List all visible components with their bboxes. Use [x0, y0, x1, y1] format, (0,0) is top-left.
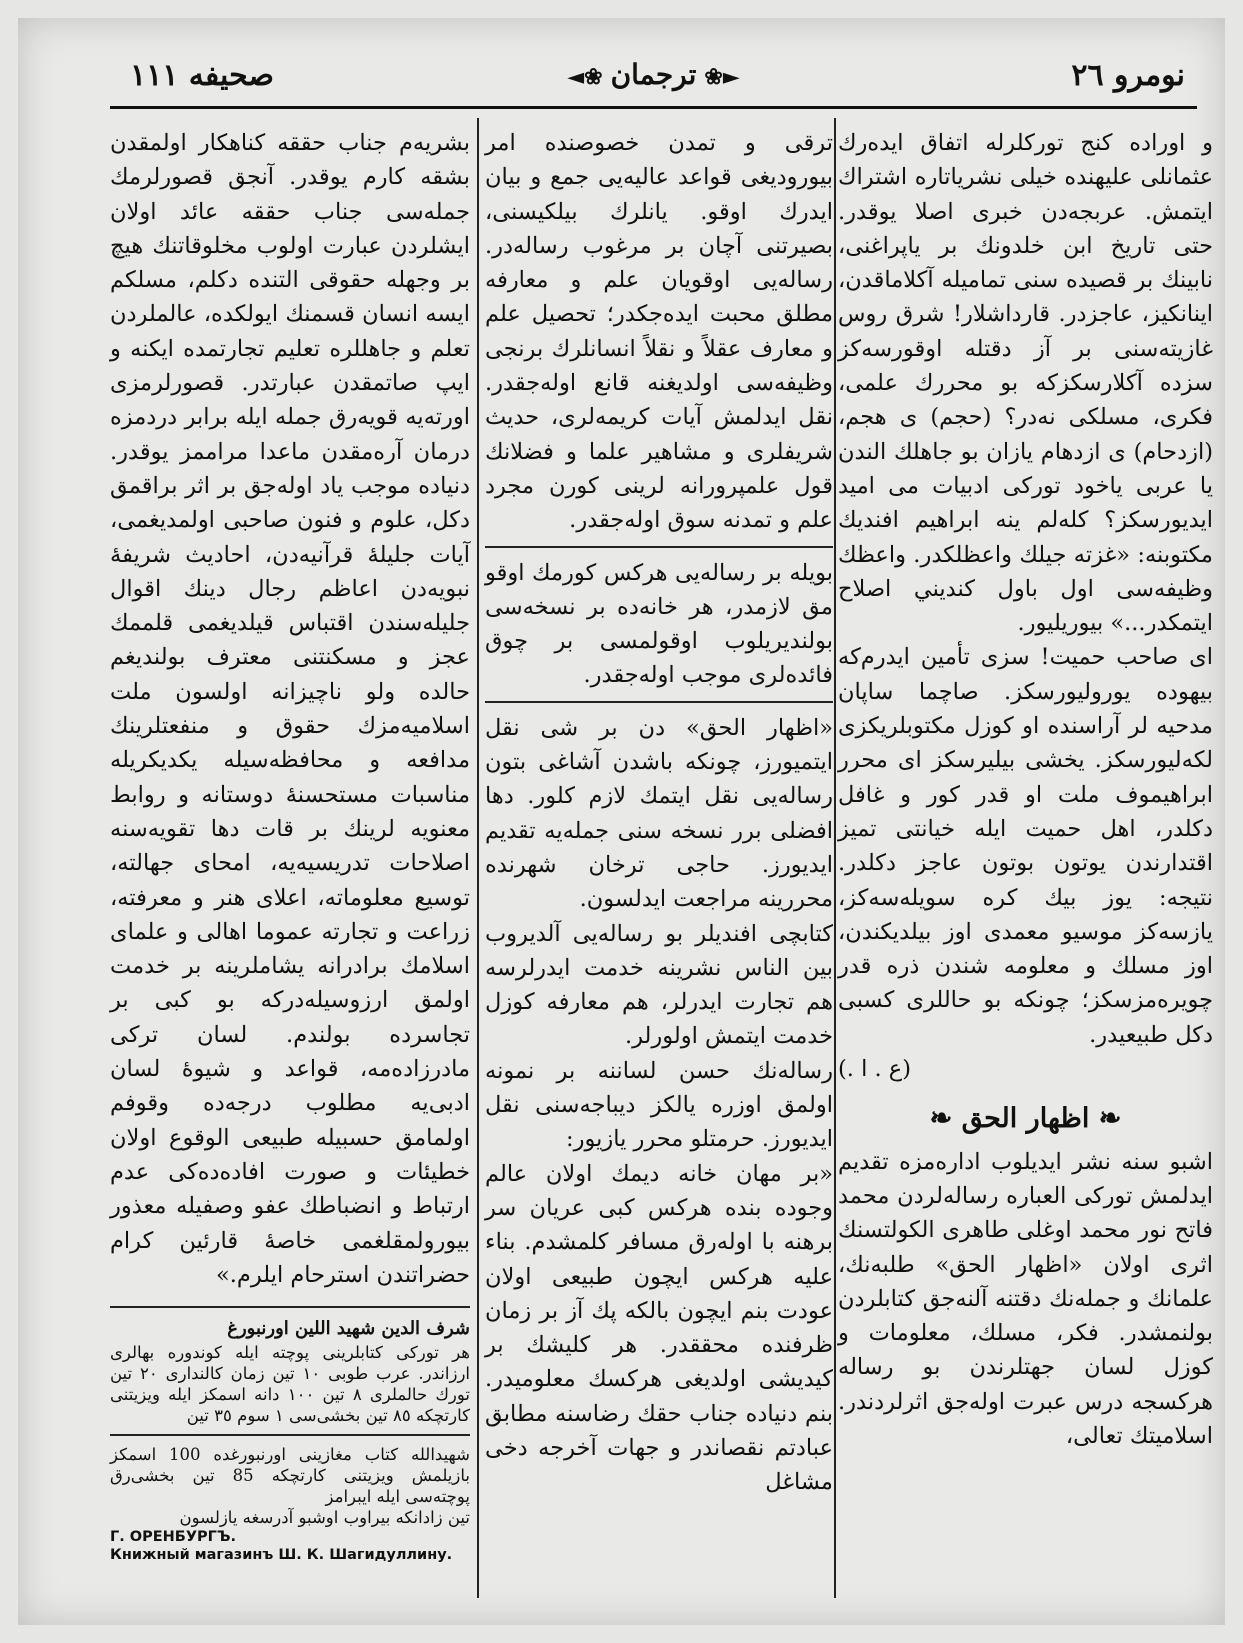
- advert-body: هر توركى كتابلرينى پوچته ايله كوندوره بهالرى ارزاندر. عرب طوبى ١٠ تين زمان كالنداری ٢٠ تين تورك حالملرى ٨ تين ١٠٠ دانه اسمكز ايله ويزيتنى كارتچكه ٨٥ تين بخشى‌سى ١ سوم ٣٥ تين: [110, 1343, 471, 1426]
- column-middle: [485, 126, 833, 1500]
- article-paragraph: اشبو سنه نشر ايديلوب اداره‌مزه تقديم ايدلمش توركى العباره رساله‌لردن محمد فاتح نور محمد اوغلى طاهرى الكولتسنك اثرى اولان «اظهار الحق» طلبه‌نك، علمانك و جمله‌نك دقتنه آلنه‌جق كتابلردن بولنمشدر. فكر، مسلك، معلومات و كوزل لسان جهتلرندن بو رساله هركسجه درس عبرت اوله‌جق اثرلردندر. اسلاميتك تعالى،: [838, 1148, 1213, 1449]
- article-signature: (ع . ا .): [838, 1056, 911, 1083]
- paragraph-divider: [485, 701, 833, 703]
- column-divider: [477, 118, 479, 1598]
- newspaper-title: [110, 58, 1197, 91]
- article-paragraph: «اظهار الحق» دن بر شى نقل ايتميورز، چونكه باشدن آشاغى بتون رساله‌يى نقل ايتمك لازم كلور. دها افضلى برر نسخه سنى جمله‌يه تقديم ايديورز. حاجى ترخان شهرنده محررينه مراجعت ايدلسون.: [485, 714, 833, 913]
- ornament-icon: ❀►: [704, 64, 740, 90]
- column-right: [838, 126, 1213, 1453]
- ornament-icon: ◄❀: [567, 64, 603, 90]
- advert-divider: [110, 1434, 470, 1436]
- article-paragraph: بويله بر رساله‌يى هركس كورمك اوقو مق لازمدر، هر خانه‌ده بر نسخه‌سى بولنديريلوب اوقولمسى بر چوق فائده‌لرى موجب اوله‌جقدر.: [485, 559, 833, 689]
- page-header: [110, 56, 1197, 109]
- column-left: [110, 126, 470, 1564]
- column-divider: [834, 118, 836, 1598]
- masthead: ترجمان: [610, 58, 697, 91]
- advert-stamp-line: تين زادانكە بيراوب اوشبو آدرسغه يازلسون: [179, 1508, 470, 1528]
- article-paragraph: كتابچى افنديلر بو رساله‌يى آلديروب بين الناس نشرينه خدمت ايدرلرسه هم تجارت ايدرلر، هم معارفه كوزل خدمت ايتمش اولورلر.: [485, 920, 833, 1050]
- advert-stamp: شهيدالله كتاب مغازينى اورنبورغده 100 اسمكز بازيلمش ويزيتنى كارتچكه 85 تين بخشى‌رق پوچته‌سى ايله ايبرامز: [110, 1445, 470, 1507]
- advert-title: شرف الدين شهيد اللين اورنبورغ: [227, 1318, 470, 1340]
- newspaper-page: [18, 18, 1225, 1625]
- article-paragraph: «بر مهان خانه ديمك اولان عالم وجوده بنده هركس كبى عريان سر برهنه با اولەرق مسافر كلمشدم. بناء عليه هركس ايچون طبيعى اولان عودت بنم ايچون بالكه پك آز بر زمان ظرفنده محققدر. هر كليشك بر كيديشى اولديغى هركسك معلوميدر. بنم دنياده جناب حقك رضاسنه مطابق عبادتم نقصاندر و جهات آخرجه دخى مشاغل: [485, 1160, 833, 1496]
- article-paragraph: ترقى و تمدن خصوصنده امر بيوروديغى قواعد عاليه‌يى جمع و بيان ايدرك اوقو. يانلرك بيلكيسنى، بصيرتنى آچان بر مرغوب رساله‌در. رساله‌يى اوقويان علم و معارفه مطلق محبت ايده‌جكدر؛ تحصيل علم و معارف عقلاً و نقلاً انسانلرك برنجى وظيفه‌سى اولديغنه قانع اوله‌جقدر. نقل ايدلمش آيات كريمه‌لرى، حديث شريفلرى و مشاهير علما و فضلانك قول علمپرورانه لرينى كورن مجرد علم و تمدنه سوق اوله‌جقدر.: [485, 130, 833, 534]
- page-number: صحيفه ١١١: [130, 58, 274, 93]
- advert-city: Г. ОРЕНБУРГЪ.: [110, 1529, 237, 1546]
- article-paragraph: اى صاحب حميت! سزى تأمين ايدرم‌كه بيهوده يوروليورسكز. صاچما ساپان مدحيه لر آراسنده او كوزل مكتوبلريكزى لكه‌ليورسكز. يخشى بيليرسكز اى محرر ابراهيموف ملت او قدر كور و غافل دكلدر، اهل حميت ايله خيانتى تميز اقتدارندن يوتون بوتون عاجز دكلدر. نتيجه: يوز بيك كره سويله‌سه‌كز، يازسه‌كز موسيو معمدى اوز بيلديكندن، اوز مسلك و معلومه شندن ذره قدر چويره‌مزسكز؛ چونكه بو حاللرى كسبى دكل طبيعيدر.: [838, 644, 1213, 1048]
- advertisement: [110, 1316, 470, 1564]
- paragraph-divider: [485, 546, 833, 548]
- advert-divider: [110, 1306, 470, 1308]
- article-paragraph: و اوراده كنج توركلرله اتفاق ايده‌رك عثمانلى عليهنده خيلى نشرياتاره اشتراك ايتمش. عربجه‌دن خبرى اصلا يوقدر. حتى تاريخ ابن خلدونك بر ياپراغنى، نابينك بر قصيده سنى تماميله آكلاماقدن، اينانكيز، عاجزدر. قارداشلار! شرق روس غازيته‌سنى بر آز دقتله اوقورسه‌كز سزده آكلارسكزكه بو محررك علمى، فكرى، مسلكى نه‌در؟ (حجم) ى هجم، (ازدحام) ى ازدهام يازان بو جاهلك الندن يا عربى ياخود توركى ادبيات مى اميد ايديورسكز؟ كله‌لم ينه ابراهيم افنديك مكتوبنه: «غزته جيلك واعظلكدر. واعظك وظيفه‌سى اول باول كنديني اصلاح ايتمكدر...» بيوريليور.: [838, 130, 1213, 637]
- ornament-icon: ❧: [1089, 1103, 1122, 1135]
- article-paragraph: رساله‌نك حسن لساننه بر نمونه اولمق اوزره يالكز ديباجه‌سنى نقل ايديورز. حرمتلو محرر يازيور:: [485, 1057, 833, 1153]
- article-paragraph: بشريه‌م جناب حققه كناهكار اولمقدن بشقه كارم يوقدر. آنجق قصورلرمك جمله‌سى جناب حققه عائد اولان ايشلردن عبارت اولوب مخلوقاتنك هيچ بر وجهله حقوقى التنده دكلم، مسلكم ايسه انسان قسمنك ايولكده، عالملردن تعلم و جاهللره تعليم تجارتمده ايكنه و ايپ صاتمقدن عبارتدر. قصورلرمزى اورته‌يه قويه‌رق جمله ايله برابر دردمزه درمان آره‌مقدن ماعدا مراممز يوقدر. دنياده موجب ياد اوله‌جق بر اثر براقمق دكل، علوم و فنون صاحبى اولمديغمى، آيات جليلهٔ قرآنيه‌دن، احاديث شريفهٔ نبويه‌دن اعاظم رجال دينك اقوال جليله‌سندن اقتباس قيلديغمى قلممك عجز و مسكنتنى معترف بولنديغم حالده ولو ناچيزانه اولسون ملت اسلاميه‌مزك حقوق و منفعتلرينك مدافعه و محافظه‌سيله يكديكريله مناسبات مستحسنهٔ دوستانه و روابط معنويه لرينك بر قات دها تقويه‌سنه اصلاحات تدريسيه‌يه، امحاى جهالته، توسيع معلوماته، اعلاى هنر و معرفته، زراعت و تجارته عموما اهالى و علماى اسلامك برادرانه يشاملرينه بر خدمت اولمق ارزوسيله‌دركه بو كبى بر تجاسرده بولندم. لسان تركى مادرزاده‌مه، قواعد و شيوهٔ لسان ادبى‌يه مطلوب درجه‌ده وقوفم اولمامق حسبيله طبيعى الوقوع اولان خطيئات و صورت افاده‌ده‌كى عدم ارتباط و انضباطك عفو وصفيله معذور بيورولمقلغمى خاصهٔ قارئين كرام حضراتندن استرحام ايلرم.»: [110, 130, 470, 1288]
- issue-number: نومرو ٢٦: [1071, 58, 1185, 93]
- advert-shop: Книжный магазинъ Ш. К. Шагидуллину.: [110, 1547, 453, 1564]
- ornament-icon: ❧: [929, 1103, 962, 1135]
- section-heading: ❧ اظهار الحق ❧: [929, 1103, 1122, 1135]
